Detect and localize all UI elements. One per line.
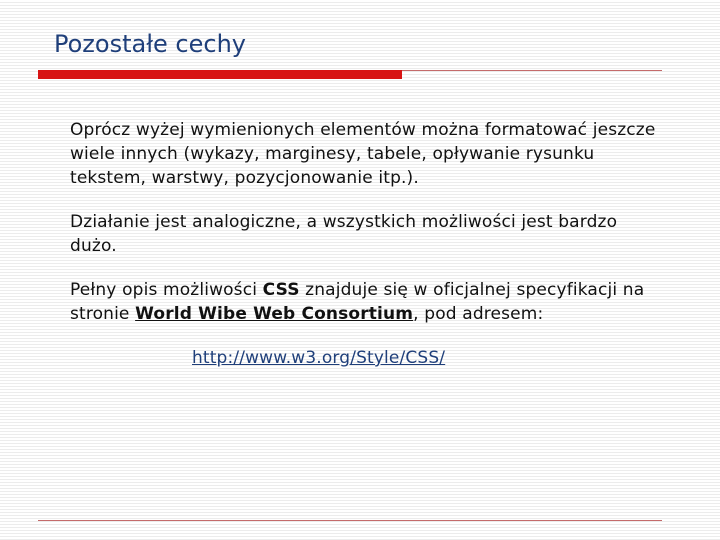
paragraph-specification: [70, 278, 660, 326]
css-term: CSS: [262, 280, 300, 300]
spec-text-end: , pod adresem:: [413, 304, 544, 324]
w3c-css-link[interactable]: http://www.w3.org/Style/CSS/: [192, 348, 446, 368]
paragraph-analogous: Działanie jest analogiczne, a wszystkich możliwości jest bardzo dużo.: [70, 212, 618, 256]
link-line: [70, 346, 660, 370]
footer-divider-line: [38, 520, 662, 521]
spec-text-start: Pełny opis możliwości: [70, 280, 263, 300]
w3c-name: World Wibe Web Consortium: [135, 304, 414, 324]
spec-text-middle: znajduje się w oficjalnej specyfikacji na stronie: [70, 280, 645, 324]
slide-body: [70, 118, 660, 370]
title-accent-rule: [38, 70, 402, 79]
paragraph-formatting: Oprócz wyżej wymienionych elementów można formatować jeszcze wiele innych (wykazy, marginesy, tabele, opływanie rysunku tekstem, warstwy, pozycjonowanie itp.).: [70, 120, 656, 188]
title-divider-line: [402, 70, 662, 71]
slide-title: Pozostałe cechy: [54, 30, 246, 58]
